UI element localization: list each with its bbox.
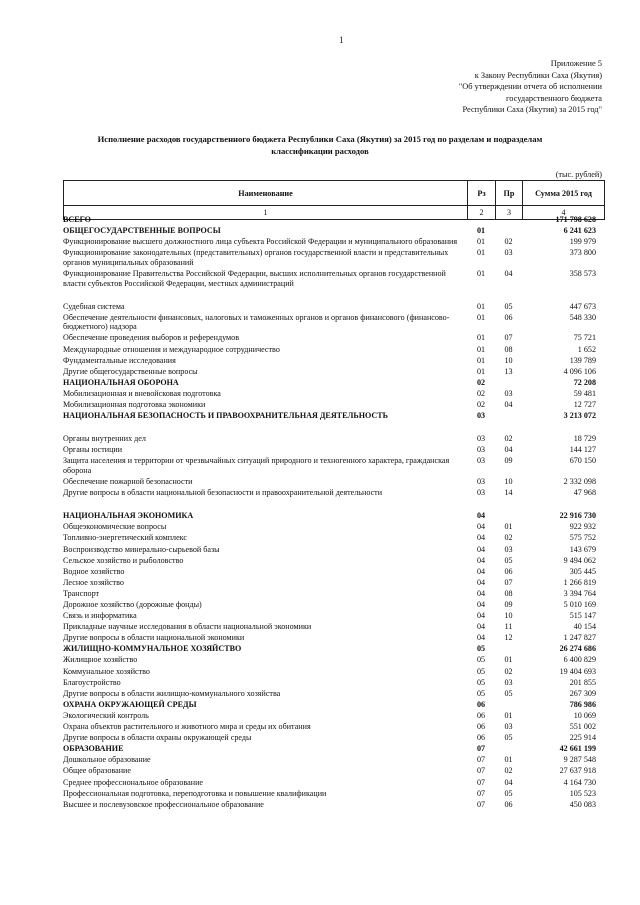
table-row: [63, 633, 604, 643]
row-sum: 267 309: [569, 688, 596, 698]
row-rz: 04: [476, 633, 486, 643]
row-name: Общеэкономические вопросы: [63, 522, 167, 532]
table-row: [63, 533, 604, 543]
row-sum: 786 986: [569, 699, 596, 709]
row-rz: 06: [476, 699, 486, 709]
row-name: Органы внутренних дел: [63, 434, 146, 444]
row-name: Лесное хозяйство: [63, 577, 124, 587]
row-sum: 22 916 730: [559, 511, 596, 521]
table-row: [63, 667, 604, 677]
row-name: ОБРАЗОВАНИЕ: [63, 744, 124, 754]
row-pr: 11: [504, 622, 513, 632]
row-pr: 04: [504, 777, 513, 787]
row-sum: 59 481: [573, 388, 596, 398]
row-sum: 144 127: [569, 445, 596, 455]
row-sum: 670 150: [569, 456, 596, 466]
table-row: [63, 778, 604, 788]
row-name: Благоустройство: [63, 677, 121, 687]
row-rz: 02: [476, 388, 486, 398]
row-pr: 01: [504, 755, 513, 765]
row-pr: 04: [504, 268, 513, 278]
row-rz: 04: [476, 533, 486, 543]
row-sum: 26 274 686: [559, 644, 596, 654]
row-name: Судебная система: [63, 301, 125, 311]
table-row: [63, 622, 604, 632]
row-rz: 01: [476, 301, 486, 311]
row-sum: 305 445: [569, 566, 596, 576]
row-pr: 04: [504, 445, 513, 455]
table-row: [63, 434, 604, 444]
row-rz: 01: [476, 268, 486, 278]
row-rz: 05: [476, 666, 486, 676]
row-name: Обеспечение проведения выборов и референдумов: [63, 333, 240, 343]
row-sum: 6 400 829: [563, 655, 596, 665]
appendix-block: [302, 58, 602, 116]
row-pr: 02: [504, 237, 513, 247]
row-rz: 03: [476, 488, 486, 498]
row-name: Защита населения и территории от чрезвычайных ситуаций природного и техногенного характера, гражданская оборона: [63, 456, 450, 475]
row-name: Другие вопросы в области национальной безопасности и правоохранительной деятельности: [63, 488, 383, 498]
table-row: [63, 248, 604, 267]
row-rz: 07: [476, 788, 486, 798]
row-sum: 575 752: [569, 533, 596, 543]
row-sum: 6 241 623: [563, 226, 596, 236]
row-sum: 12 727: [573, 400, 596, 409]
row-rz: 04: [476, 511, 486, 521]
appendix-line: государственного бюджета: [506, 93, 602, 103]
row-sum: 551 002: [569, 722, 596, 732]
row-sum: 27 637 918: [559, 766, 596, 776]
row-rz: 04: [476, 566, 486, 576]
row-name: Другие вопросы в области национальной экономики: [63, 633, 245, 643]
row-name: Дорожное хозяйство (дорожные фонды): [63, 600, 202, 609]
row-sum: 1 247 827: [563, 633, 596, 643]
row-pr: 13: [504, 366, 513, 376]
title-line: Исполнение расходов государственного бюджета Республики Саха (Якутия) за 2015 год по разделам и подразделам: [97, 134, 543, 144]
row-name: ВСЕГО: [63, 215, 91, 224]
row-name: Транспорт: [63, 588, 100, 598]
row-sum: 225 914: [569, 733, 596, 743]
row-rz: 04: [476, 588, 486, 598]
row-rz: 01: [476, 226, 486, 236]
row-name: Обеспечение деятельности финансовых, налоговых и таможенных органов и органов финансового (финансово-бюджетного) надзора: [63, 312, 450, 332]
row-sum: 515 147: [569, 611, 596, 621]
row-sum: 47 968: [573, 488, 596, 498]
column-number: 2: [468, 206, 496, 220]
row-rz: 01: [476, 366, 486, 376]
row-pr: 10: [504, 477, 513, 487]
table-row: [63, 389, 604, 399]
row-pr: 01: [504, 655, 513, 665]
row-pr: 08: [504, 344, 513, 354]
row-pr: 04: [504, 400, 513, 409]
table-row: [63, 644, 604, 654]
row-sum: 548 330: [569, 312, 596, 322]
table-row: [63, 313, 604, 332]
row-sum: 143 679: [569, 544, 596, 554]
table-row: [63, 477, 604, 487]
row-sum: 18 729: [573, 434, 596, 444]
row-rz: 05: [476, 655, 486, 665]
table-header: [63, 180, 605, 220]
row-name: Прикладные научные исследования в области национальной экономики: [63, 622, 312, 632]
row-pr: 03: [504, 388, 513, 398]
row-sum: 171 798 628: [555, 215, 596, 224]
row-sum: 4 096 106: [563, 366, 596, 376]
row-sum: 9 494 062: [563, 555, 596, 565]
row-name: Функционирование законодательных (представительных) органов государственной власти и представительных органов муниципальных образований: [63, 248, 449, 267]
column-number: 1: [64, 206, 468, 220]
table-row: [63, 269, 604, 288]
row-rz: 04: [476, 600, 486, 609]
column-number: 3: [496, 206, 523, 220]
page-number: 1: [339, 35, 344, 45]
row-rz: 02: [476, 377, 486, 387]
row-sum: 922 932: [569, 522, 596, 532]
table-row: [63, 689, 604, 699]
row-sum: 5 010 169: [563, 600, 596, 609]
row-name: Органы юстиции: [63, 445, 123, 455]
row-name: Среднее профессиональное образование: [63, 777, 203, 787]
appendix-line: Приложение 5: [550, 59, 602, 68]
row-pr: 08: [504, 588, 513, 598]
row-pr: 09: [504, 456, 513, 466]
appendix-line: к Закону Республики Саха (Якутия): [474, 70, 602, 80]
row-pr: 02: [504, 434, 513, 444]
row-sum: 75 721: [573, 333, 596, 343]
table-row: [63, 578, 604, 588]
table-row: [63, 789, 604, 799]
table-row: [63, 678, 604, 688]
row-rz: 03: [476, 477, 486, 487]
table-row: [63, 589, 604, 599]
row-sum: 2 332 098: [563, 477, 596, 487]
table-row: [63, 456, 604, 475]
column-number: 4: [523, 206, 605, 220]
row-rz: 01: [476, 237, 486, 247]
row-name: НАЦИОНАЛЬНАЯ ЭКОНОМИКА: [63, 511, 194, 521]
row-rz: 03: [476, 456, 486, 466]
table-row: [63, 367, 604, 377]
row-sum: 201 855: [569, 677, 596, 687]
row-name: Другие вопросы в области жилищно-коммунального хозяйства: [63, 688, 281, 698]
row-sum: 447 673: [569, 301, 596, 311]
row-name: ЖИЛИЩНО-КОММУНАЛЬНОЕ ХОЗЯЙСТВО: [63, 644, 242, 654]
row-rz: 01: [476, 333, 486, 343]
row-rz: 04: [476, 544, 486, 554]
row-pr: 02: [504, 766, 513, 776]
units-label: (тыс. рублей): [555, 170, 602, 179]
row-name: Общее образование: [63, 766, 131, 776]
row-pr: 01: [504, 710, 513, 720]
appendix-line: "Об утверждении отчета об исполнении: [458, 82, 602, 92]
row-sum: 10 069: [573, 710, 596, 720]
row-pr: 01: [504, 522, 513, 532]
row-pr: 03: [504, 544, 513, 554]
row-pr: 05: [504, 788, 513, 798]
row-sum: 3 394 764: [563, 588, 596, 598]
table-row: [63, 655, 604, 665]
row-name: Обеспечение пожарной безопасности: [63, 477, 193, 487]
row-rz: 01: [476, 312, 486, 322]
row-name: Профессиональная подготовка, переподготовка и повышение квалификации: [63, 788, 327, 798]
row-name: Воспроизводство минерально-сырьевой базы: [63, 544, 220, 554]
row-sum: 139 789: [569, 355, 596, 365]
table-row: [63, 400, 604, 410]
row-sum: 1 652: [577, 344, 596, 354]
table-row: [63, 711, 604, 721]
row-sum: 19 404 693: [559, 666, 596, 676]
row-name: Фундаментальные исследования: [63, 355, 176, 365]
row-rz: 04: [476, 522, 486, 532]
row-pr: 10: [504, 611, 513, 621]
row-name: НАЦИОНАЛЬНАЯ ОБОРОНА: [63, 377, 179, 387]
row-name: Другие общегосударственные вопросы: [63, 366, 198, 376]
table-row: [63, 744, 604, 754]
table-row: [63, 733, 604, 743]
row-pr: 05: [504, 301, 513, 311]
row-sum: 358 573: [569, 268, 596, 278]
row-sum: 105 523: [569, 788, 596, 798]
row-pr: 06: [504, 799, 513, 809]
table-body: [63, 215, 604, 811]
row-sum: 42 661 199: [559, 744, 596, 754]
row-name: Сельское хозяйство и рыболовство: [63, 555, 184, 565]
row-name: Связь и информатика: [63, 611, 137, 621]
document-title: [40, 133, 600, 157]
table-row: [63, 611, 604, 621]
row-sum: 450 083: [569, 799, 596, 809]
row-pr: 06: [504, 312, 513, 322]
row-rz: 06: [476, 733, 486, 743]
table-row: [63, 411, 604, 421]
row-rz: 05: [476, 688, 486, 698]
table-row: [63, 700, 604, 710]
row-pr: 09: [504, 600, 513, 609]
row-sum: 9 287 548: [563, 755, 596, 765]
row-name: Топливно-энергетический комплекс: [63, 533, 187, 543]
row-rz: 04: [476, 555, 486, 565]
row-rz: 05: [476, 677, 486, 687]
table-row: [63, 215, 604, 225]
row-name: Функционирование высшего должностного лица субъекта Российской Федерации и муниципального образования: [63, 237, 458, 247]
title-line: классификации расходов: [271, 146, 369, 156]
row-sum: 3 213 072: [563, 411, 596, 421]
row-pr: 03: [504, 722, 513, 732]
appendix-line: Республики Саха (Якутия) за 2015 год": [462, 105, 602, 115]
row-pr: 03: [504, 677, 513, 687]
row-name: ОХРАНА ОКРУЖАЮЩЕЙ СРЕДЫ: [63, 699, 197, 709]
row-rz: 04: [476, 622, 486, 632]
table-row: [63, 600, 604, 610]
row-sum: 72 208: [573, 377, 596, 387]
row-rz: 06: [476, 722, 486, 732]
header-pr: Пр: [496, 181, 523, 206]
row-name: Функционирование Правительства Российской Федерации, высших исполнительных органов государственной власти субъектов Российской Федерации, местных администраций: [63, 268, 446, 288]
table-row: [63, 345, 604, 355]
row-rz: 07: [476, 766, 486, 776]
row-pr: 05: [504, 555, 513, 565]
row-rz: 01: [476, 248, 486, 258]
row-name: ОБЩЕГОСУДАРСТВЕННЫЕ ВОПРОСЫ: [63, 226, 221, 236]
table-row: [63, 522, 604, 532]
row-rz: 01: [476, 355, 486, 365]
table-row: [63, 226, 604, 236]
table-row: [63, 378, 604, 388]
row-name: Жилищное хозяйство: [63, 655, 138, 665]
row-name: Дошкольное образование: [63, 755, 151, 765]
table-row: [63, 333, 604, 343]
row-name: Мобилизационная и вневойсковая подготовка: [63, 388, 221, 398]
table-row: [63, 356, 604, 366]
row-rz: 06: [476, 710, 486, 720]
row-pr: 05: [504, 733, 513, 743]
row-rz: 07: [476, 799, 486, 809]
row-name: Коммунальное хозяйство: [63, 666, 150, 676]
row-sum: 1 266 819: [563, 577, 596, 587]
row-name: НАЦИОНАЛЬНАЯ БЕЗОПАСНОСТЬ И ПРАВООХРАНИТЕЛЬНАЯ ДЕЯТЕЛЬНОСТЬ: [63, 411, 389, 421]
table-row: [63, 800, 604, 810]
row-name: Водное хозяйство: [63, 566, 125, 576]
row-rz: 07: [476, 744, 486, 754]
row-pr: 03: [504, 248, 513, 258]
row-pr: 07: [504, 333, 513, 343]
row-name: Другие вопросы в области охраны окружающей среды: [63, 733, 252, 743]
row-rz: 04: [476, 577, 486, 587]
row-pr: 02: [504, 666, 513, 676]
table-row: [63, 511, 604, 521]
table-row: [63, 237, 604, 247]
table-row: [63, 766, 604, 776]
row-rz: 03: [476, 445, 486, 455]
table-row: [63, 556, 604, 566]
row-pr: 10: [504, 355, 513, 365]
row-name: Экологический контроль: [63, 710, 149, 720]
row-rz: 03: [476, 411, 486, 421]
table-row: [63, 488, 604, 498]
row-pr: 02: [504, 533, 513, 543]
header-rz: Рз: [468, 181, 496, 206]
row-name: Международные отношения и международное сотрудничество: [63, 344, 280, 354]
row-pr: 12: [504, 633, 513, 643]
table-row: [63, 722, 604, 732]
row-pr: 14: [504, 488, 513, 498]
row-sum: 4 164 730: [563, 777, 596, 787]
table-row: [63, 445, 604, 455]
row-rz: 07: [476, 755, 486, 765]
row-rz: 05: [476, 644, 486, 654]
table-row: [63, 545, 604, 555]
table-row: [63, 567, 604, 577]
table-row: [63, 755, 604, 765]
row-pr: 05: [504, 688, 513, 698]
row-rz: 04: [476, 611, 486, 621]
row-name: Высшее и послевузовское профессиональное образование: [63, 799, 264, 809]
header-name: Наименование: [64, 181, 468, 206]
row-sum: 40 154: [573, 622, 596, 632]
row-sum: 199 979: [569, 237, 596, 247]
header-sum: Сумма 2015 год: [523, 181, 605, 206]
row-rz: 02: [476, 400, 486, 409]
table-row: [63, 302, 604, 312]
row-name: Мобилизационная подготовка экономики: [63, 400, 206, 409]
row-rz: 07: [476, 777, 486, 787]
row-pr: 07: [504, 577, 513, 587]
row-pr: 06: [504, 566, 513, 576]
row-name: Охрана объектов растительного и животного мира и среды их обитания: [63, 722, 311, 732]
row-rz: 01: [476, 344, 486, 354]
row-sum: 373 800: [569, 248, 596, 258]
row-rz: 03: [476, 434, 486, 444]
